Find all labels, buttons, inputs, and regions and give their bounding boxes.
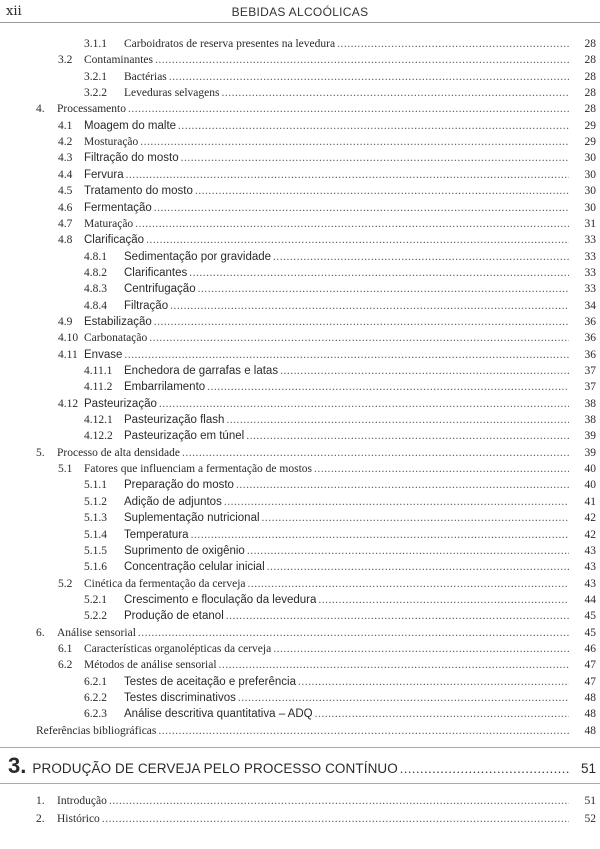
- dot-leader: [138, 625, 569, 641]
- toc-entry-title: Carboidratos de reserva presentes na levedura: [124, 38, 336, 50]
- dot-leader: [191, 527, 569, 543]
- toc-entry: [58, 150, 596, 166]
- chapter-title: PRODUÇÃO DE CERVEJA PELO PROCESSO CONTÍNUO: [32, 761, 398, 777]
- header-rule: [0, 22, 600, 23]
- toc-entry: [58, 657, 596, 673]
- dot-leader: [267, 559, 569, 575]
- toc-entry-number: 5.1: [58, 463, 73, 476]
- toc-entry-number: 4.8.1: [84, 250, 107, 263]
- dot-leader: [181, 150, 569, 166]
- toc-entry-number: 6.2: [58, 659, 73, 672]
- toc-entry-page: 41: [584, 495, 596, 508]
- toc-entry-title: Métodos de análise sensorial: [84, 659, 217, 672]
- toc-entry-page: 30: [584, 152, 596, 165]
- toc-entry: [84, 494, 596, 510]
- toc-entry: [84, 412, 596, 428]
- toc-entry-title: Fervura: [84, 168, 124, 181]
- dot-leader: [337, 36, 569, 52]
- toc-entry-page: 48: [584, 692, 596, 704]
- dot-leader: [140, 134, 569, 150]
- toc-entry: [58, 183, 596, 199]
- toc-entry-page: 40: [584, 479, 596, 492]
- toc-entry-number: 4.11.1: [84, 365, 113, 377]
- toc-entry-number: 3.2: [58, 54, 73, 67]
- toc-entry-page: 33: [584, 234, 596, 247]
- toc-entry-page: 46: [584, 642, 596, 655]
- toc-entry-page: 52: [584, 813, 596, 826]
- toc-entry: [58, 118, 596, 134]
- toc-entry-number: 4.2: [58, 136, 73, 149]
- dot-leader: [195, 183, 569, 199]
- toc-entry: [84, 363, 596, 379]
- toc-entry: [84, 706, 596, 722]
- toc-entry-page: 38: [584, 414, 596, 427]
- toc-entry: [58, 330, 596, 346]
- toc-entry-number: 5.1.6: [84, 561, 107, 574]
- toc-entry-page: 30: [584, 201, 596, 214]
- toc-entry-page: 45: [584, 626, 596, 639]
- toc-entry-title: Filtração: [124, 299, 169, 312]
- toc-entry-page: 43: [584, 561, 596, 574]
- toc-entry-page: 36: [584, 332, 596, 345]
- dot-leader: [298, 674, 569, 690]
- chapter-divider: [0, 747, 600, 748]
- toc-entry-title: Concentração celular inicial: [124, 561, 265, 574]
- toc-entry-title: Mosturação: [84, 136, 139, 149]
- page-number: xii: [6, 4, 22, 19]
- toc-entry-title: Adição de adjuntos: [124, 495, 222, 508]
- toc-entry-page: 37: [584, 365, 596, 377]
- toc-entry-page: 36: [584, 348, 596, 361]
- toc-entry-number: 4.11: [58, 348, 78, 361]
- toc-entry: [84, 690, 596, 706]
- toc-entry-page: 51: [584, 795, 596, 808]
- toc-entry: [58, 347, 596, 363]
- toc-entry-title: Suprimento de oxigênio: [124, 544, 245, 557]
- toc-entry-page: 28: [584, 103, 596, 116]
- toc-entry: [58, 52, 596, 68]
- toc-entry: [84, 69, 596, 85]
- toc-entry: [84, 428, 596, 444]
- toc-entry-number: 6.2.3: [84, 708, 107, 721]
- toc-entry-title: Contaminantes: [84, 54, 153, 67]
- dot-leader: [182, 445, 569, 461]
- toc-entry-title: Filtração do mosto: [84, 152, 179, 165]
- dot-leader: [315, 706, 569, 722]
- toc-entry: [84, 559, 596, 575]
- toc-entry-number: 6.1: [58, 642, 73, 655]
- toc-entry: [84, 298, 596, 314]
- toc-entry-page: 48: [584, 708, 596, 721]
- toc-entry-page: 33: [584, 266, 596, 279]
- toc-entry-page: 30: [584, 185, 596, 198]
- toc-entry-number: 4.1: [58, 119, 73, 132]
- toc-entry-page: 47: [584, 675, 596, 688]
- toc-entry-title: Clarificação: [84, 234, 145, 247]
- toc-entry: [58, 232, 596, 248]
- toc-entry-title: Testes discriminativos: [124, 692, 236, 704]
- toc-entry-page: 48: [584, 724, 596, 737]
- toc-entry-number: 4.8.2: [84, 266, 107, 279]
- toc-entry: [84, 608, 596, 624]
- running-title: BEBIDAS ALCOÓLICAS: [231, 5, 369, 19]
- toc-entry-title: Processamento: [57, 103, 126, 116]
- toc-entry: [84, 36, 596, 52]
- toc-entry-title: Características organolépticas da cerveja: [84, 642, 272, 655]
- toc-entry-title: Preparação do mosto: [124, 479, 234, 492]
- dot-leader: [102, 811, 569, 827]
- toc-entry-number: 4.4: [58, 168, 73, 181]
- toc-entry-page: 42: [584, 528, 596, 541]
- toc-entry: [36, 101, 596, 117]
- dot-leader: [154, 200, 569, 216]
- toc-entry-page: 37: [584, 381, 596, 394]
- dot-leader: [155, 52, 569, 68]
- toc-entry-title: Processo de alta densidade: [57, 446, 180, 459]
- dot-leader: [170, 298, 569, 314]
- toc-entry-title: Crescimento e floculação da levedura: [124, 593, 317, 606]
- toc-entry-title: Clarificantes: [124, 266, 188, 279]
- toc-entry-title: Fatores que influenciam a fermentação de mostos: [84, 463, 313, 476]
- toc-entry: [84, 85, 596, 101]
- toc-entry: [84, 592, 596, 608]
- toc-entry: [84, 510, 596, 526]
- toc-entry-title: Análise descritiva quantitativa – ADQ: [124, 708, 313, 721]
- dot-leader: [246, 428, 569, 444]
- toc-entry: [84, 527, 596, 543]
- toc-entry-number: 4.11.2: [84, 381, 113, 394]
- toc-entry-page: 28: [584, 38, 596, 50]
- toc-entry: [84, 543, 596, 559]
- toc-entry-page: 29: [584, 119, 596, 132]
- dot-leader: [124, 347, 569, 363]
- toc-entry-number: 4.8.4: [84, 299, 107, 312]
- toc-entry-number: 4.12: [58, 397, 79, 410]
- toc-entry: [58, 396, 596, 412]
- toc-entry-page: 38: [584, 397, 596, 410]
- toc-entry-number: 5.1.3: [84, 512, 107, 525]
- toc-entry-number: 4.12.2: [84, 430, 113, 443]
- toc-entry-page: 29: [584, 136, 596, 149]
- toc-entry-title: Enchedora de garrafas e latas: [124, 365, 279, 377]
- toc-entry-number: 5.: [36, 446, 45, 459]
- toc-entry-number: 4.12.1: [84, 414, 113, 427]
- chapter-divider: [0, 783, 600, 784]
- toc-entry-title: Embarrilamento: [124, 381, 206, 394]
- toc-entry-page: 33: [584, 250, 596, 263]
- toc-entry-page: 44: [584, 593, 596, 606]
- dot-leader: [219, 657, 569, 673]
- chapter-number: 3.: [8, 753, 27, 779]
- toc-entry-number: 5.1.4: [84, 528, 107, 541]
- dot-leader: [154, 314, 569, 330]
- dot-leader: [158, 723, 569, 739]
- toc-entry-page: 47: [584, 659, 596, 672]
- toc-entry-number: 3.2.2: [84, 87, 107, 100]
- toc-entry: [84, 265, 596, 281]
- toc-entry-title: Pasteurização em túnel: [124, 430, 245, 443]
- dot-leader: [226, 412, 569, 428]
- toc-entry-title: Carbonatação: [84, 332, 148, 345]
- toc-entry-title: Sedimentação por gravidade: [124, 250, 272, 263]
- toc-entry: [58, 576, 596, 592]
- toc-entry-page: 28: [584, 87, 596, 100]
- toc-entry-number: 3.2.1: [84, 70, 107, 83]
- toc-entry-number: 4.: [36, 103, 45, 116]
- dot-leader: [149, 330, 569, 346]
- toc-entry-number: 5.2.1: [84, 593, 107, 606]
- toc-entry-number: 6.2.1: [84, 675, 107, 688]
- toc-entry-page: 43: [584, 544, 596, 557]
- toc-entry-number: 4.6: [58, 201, 73, 214]
- dot-leader: [248, 576, 569, 592]
- toc-entry-title: Histórico: [57, 813, 100, 826]
- toc-entry-page: 36: [584, 315, 596, 328]
- toc-entry-page: 39: [584, 446, 596, 459]
- toc-entry-page: 28: [584, 70, 596, 83]
- dot-leader: [280, 363, 569, 379]
- dot-leader: [207, 379, 569, 395]
- toc-entry-title: Temperatura: [124, 528, 189, 541]
- toc-entry: [58, 314, 596, 330]
- dot-leader: [238, 690, 569, 706]
- toc-entry-number: 4.7: [58, 217, 73, 230]
- toc-entry-title: Testes de aceitação e preferência: [124, 675, 296, 688]
- toc-entry-number: 4.5: [58, 185, 73, 198]
- toc-entry-title: Fermentação: [84, 201, 152, 214]
- dot-leader: [126, 167, 569, 183]
- toc-entry-title: Referências bibliográficas: [36, 724, 157, 737]
- toc-entry-title: Envase: [84, 348, 123, 361]
- toc-entry-title: Bactérias: [124, 70, 167, 83]
- toc-entry-number: 6.: [36, 626, 45, 639]
- dot-leader: [189, 265, 569, 281]
- toc-entry-number: 3.1.1: [84, 38, 107, 50]
- toc-entry-page: 40: [584, 463, 596, 476]
- toc-entry-page: 45: [584, 610, 596, 623]
- dot-leader: [135, 216, 569, 232]
- dot-leader: [314, 461, 569, 477]
- toc-entry-title: Estabilização: [84, 315, 152, 328]
- dot-leader: [224, 494, 569, 510]
- toc-entry-page: 42: [584, 512, 596, 525]
- toc-entry: [36, 811, 596, 827]
- toc-entry-number: 5.2.2: [84, 610, 107, 623]
- toc-entry-number: 5.1.2: [84, 495, 107, 508]
- toc-entry: [58, 216, 596, 232]
- toc-entry-title: Cinética da fermentação da cerveja: [84, 577, 246, 590]
- dot-leader: [178, 118, 569, 134]
- dot-leader: [273, 249, 569, 265]
- toc-entry: [84, 379, 596, 395]
- toc-entry-page: 34: [584, 299, 596, 312]
- dot-leader: [226, 608, 569, 624]
- toc-entry: [58, 134, 596, 150]
- toc-entry-number: 5.1.5: [84, 544, 107, 557]
- toc-entry-title: Centrifugação: [124, 283, 196, 296]
- dot-leader: [236, 477, 569, 493]
- dot-leader: [273, 641, 569, 657]
- dot-leader: [169, 69, 569, 85]
- chapter-heading: [0, 753, 600, 777]
- toc-entry-page: 28: [584, 54, 596, 67]
- toc-entry-number: 6.2.2: [84, 692, 107, 704]
- toc-entry-title: Maturação: [84, 217, 134, 230]
- page-header: [0, 4, 600, 22]
- toc-entry-page: 33: [584, 283, 596, 296]
- toc-entry: [58, 641, 596, 657]
- toc-entry-title: Introdução: [57, 795, 107, 808]
- toc-entry-title: Leveduras selvagens: [124, 87, 220, 100]
- chapter-page: 51: [580, 761, 596, 777]
- toc-entry: [84, 674, 596, 690]
- toc-entry-title: Pasteurização flash: [124, 414, 225, 427]
- toc-entry: [58, 167, 596, 183]
- toc-entry-page: 43: [584, 577, 596, 590]
- dot-leader: [262, 510, 569, 526]
- dot-leader: [146, 232, 569, 248]
- toc-entry-number: 5.2: [58, 577, 73, 590]
- dot-leader: [109, 793, 569, 809]
- toc-entry-number: 4.3: [58, 152, 73, 165]
- toc-entry: [58, 461, 596, 477]
- toc-entry-page: 30: [584, 168, 596, 181]
- toc-entry-number: 2.: [36, 813, 45, 826]
- dot-leader: [128, 101, 569, 117]
- toc-entry-number: 5.1.1: [84, 479, 107, 492]
- toc-entry-number: 4.10: [58, 332, 79, 345]
- toc-entry: [36, 445, 596, 461]
- toc-entry: [36, 723, 596, 739]
- toc-entry: [36, 625, 596, 641]
- toc-entry-title: Suplementação nutricional: [124, 512, 260, 525]
- toc-entry: [84, 249, 596, 265]
- dot-leader: [318, 592, 569, 608]
- toc-entry-title: Produção de etanol: [124, 610, 224, 623]
- toc-entry-page: 31: [584, 217, 596, 230]
- toc-entry-title: Tratamento do mosto: [84, 185, 193, 198]
- toc-entry-title: Análise sensorial: [57, 626, 136, 639]
- dot-leader: [198, 281, 569, 297]
- toc-entry-number: 4.8.3: [84, 283, 107, 296]
- dot-leader: [159, 396, 569, 412]
- dot-leader: [221, 85, 569, 101]
- toc-entry: [84, 281, 596, 297]
- toc-entry-number: 4.8: [58, 234, 73, 247]
- dot-leader: [400, 761, 571, 777]
- toc-entry: [36, 793, 596, 809]
- toc-entry-title: Pasteurização: [84, 397, 157, 410]
- toc-entry-number: 1.: [36, 795, 45, 808]
- dot-leader: [247, 543, 569, 559]
- toc-entry: [84, 477, 596, 493]
- toc-entry-title: Moagem do malte: [84, 119, 177, 132]
- toc-entry-number: 4.9: [58, 315, 73, 328]
- toc-entry-page: 39: [584, 430, 596, 443]
- toc-entry: [58, 200, 596, 216]
